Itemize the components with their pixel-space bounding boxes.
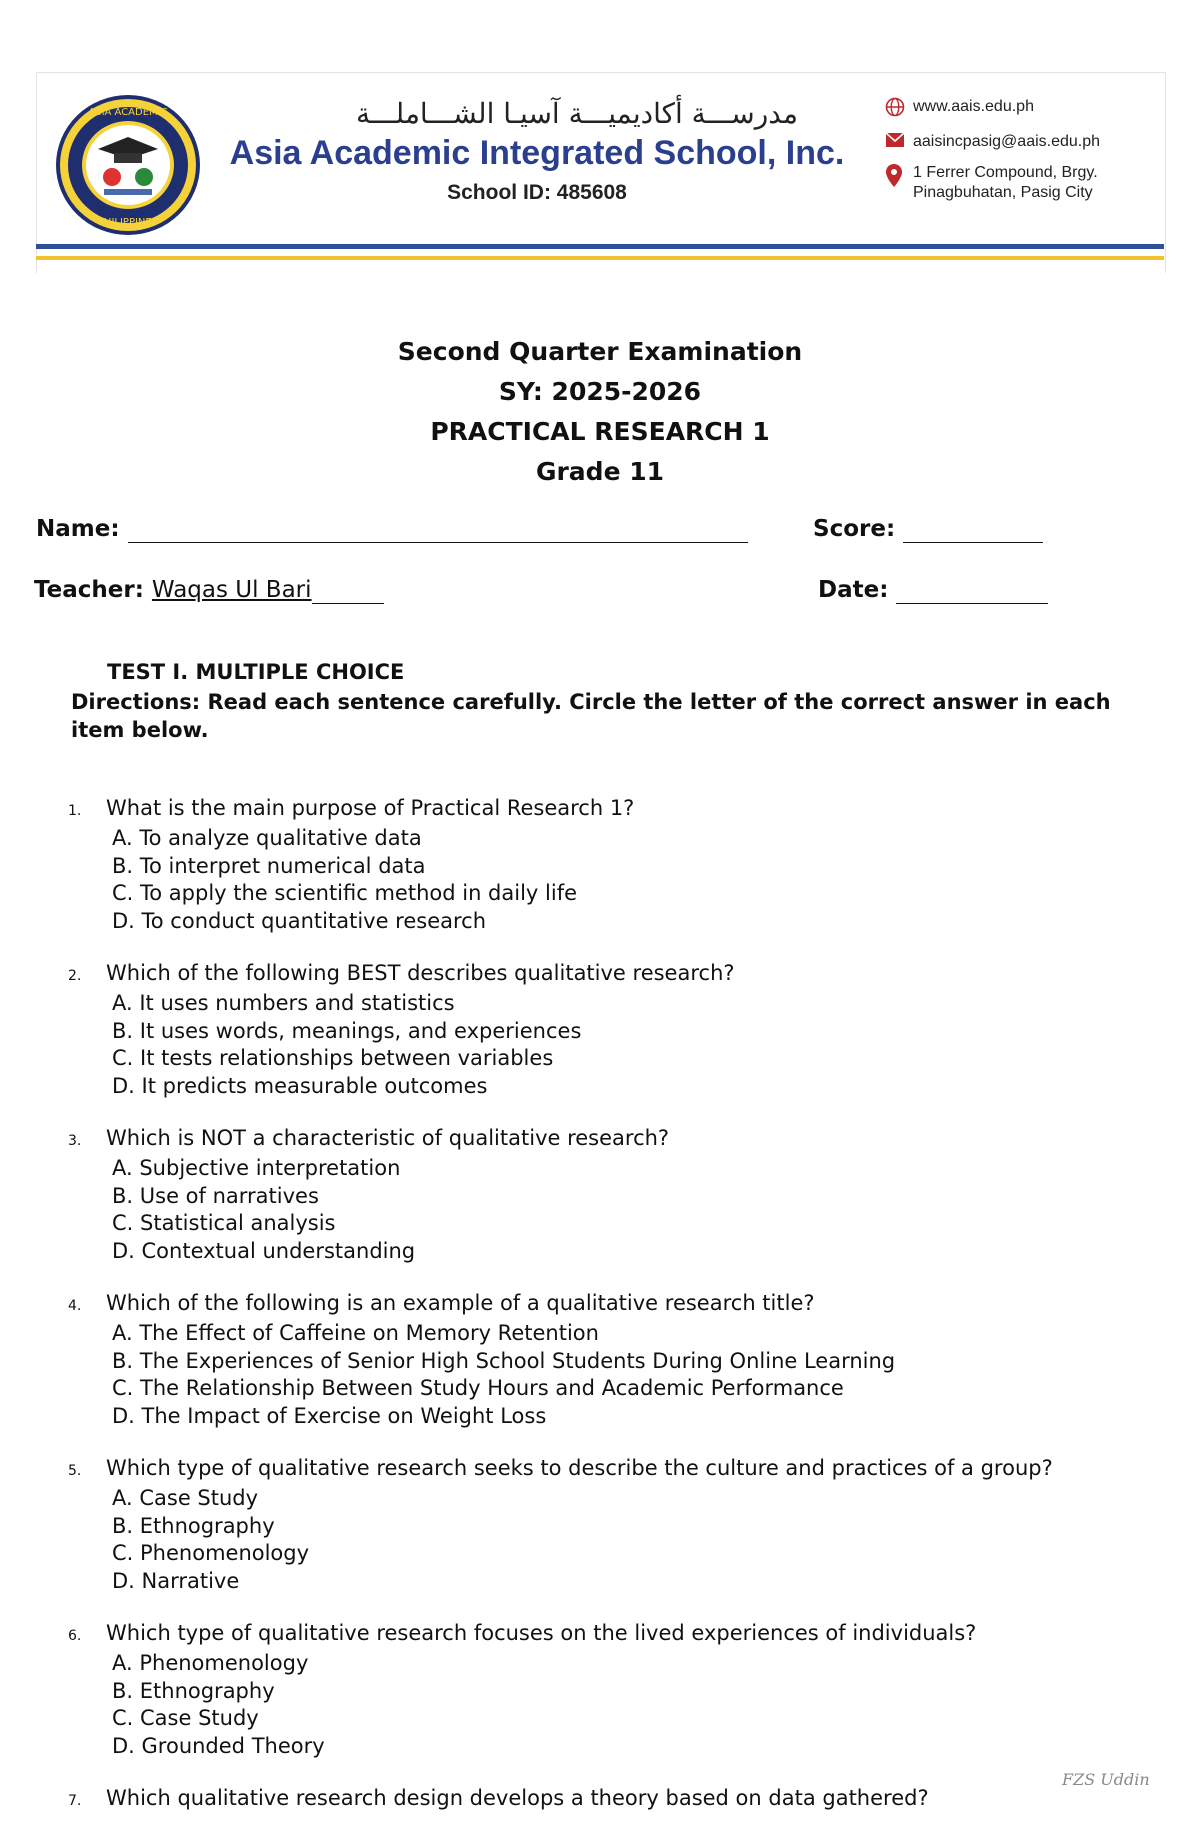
answer-options [68,825,1148,935]
address-line-2: Pinagbuhatan, Pasig City [913,184,1093,201]
answer-option[interactable]: A. To analyze qualitative data [112,826,422,850]
answer-options [68,1320,1148,1430]
answer-options [68,1155,1148,1265]
exam-header [0,332,1200,492]
question-number: 2. [68,968,82,984]
question-item [68,1124,1148,1265]
question-number: 4. [68,1298,82,1314]
question-stem [68,1289,1148,1320]
school-name: Asia Academic Integrated School, Inc. [229,134,845,172]
website-text: www.aais.edu.ph [913,98,1034,115]
answer-option[interactable]: D. The Impact of Exercise on Weight Loss [112,1403,547,1428]
answer-option[interactable]: B. To interpret numerical data [112,853,426,878]
address-line-1: 1 Ferrer Compound, Brgy. [913,164,1098,181]
question-text: What is the main purpose of Practical Research 1? [106,796,635,820]
answer-option[interactable]: D. To conduct quantitative research [112,908,487,933]
question-stem [68,1124,1148,1155]
website-row [885,97,1165,122]
question-number: 3. [68,1133,82,1149]
question-item [68,794,1148,935]
answer-option[interactable]: D. It predicts measurable outcomes [112,1073,488,1098]
question-item [68,1784,1148,1815]
question-item [68,1454,1148,1595]
question-text: Which qualitative research design develops a theory based on data gathered? [106,1786,929,1810]
teacher-label: Teacher: [34,577,144,603]
directions: Directions: Read each sentence carefully. Circle the letter of the correct answer in each item below. [71,690,1111,742]
contact-info [885,97,1165,213]
svg-text:PHILIPPINES: PHILIPPINES [97,217,159,228]
question-stem [68,794,1148,825]
answer-option[interactable]: D. Grounded Theory [112,1733,325,1758]
question-item [68,959,1148,1100]
answer-option[interactable]: A. Phenomenology [112,1651,309,1675]
score-label: Score: [813,516,896,542]
score-blank[interactable] [903,516,1043,543]
subject-title: PRACTICAL RESEARCH 1 [430,417,770,446]
answer-option[interactable]: C. It tests relationships between variables [112,1046,554,1070]
location-pin-icon [885,163,913,194]
question-text: Which type of qualitative research seeks to describe the culture and practices of a group? [106,1456,1053,1480]
email-row [885,132,1165,153]
grade-level: Grade 11 [535,457,665,486]
teacher-blank [312,577,384,604]
question-stem [68,1784,1148,1815]
answer-option[interactable]: C. The Relationship Between Study Hours and Academic Performance [112,1376,844,1400]
answer-option[interactable]: B. The Experiences of Senior High School Students During Online Learning [112,1348,896,1373]
mail-icon [885,132,913,153]
answer-option[interactable]: B. It uses words, meanings, and experiences [112,1018,582,1043]
svg-text:ASIA ACADEMIC: ASIA ACADEMIC [88,107,168,118]
letterhead [36,72,1166,273]
signature: FZS Uddin [1062,1770,1150,1789]
question-list [68,794,1148,1839]
answer-option[interactable]: A. The Effect of Caffeine on Memory Retention [112,1321,599,1345]
name-label: Name: [36,516,120,542]
letterhead-blue-rule [36,244,1164,249]
question-number: 7. [68,1793,82,1809]
school-year: SY: 2025-2026 [498,377,702,406]
question-number: 6. [68,1628,82,1644]
answer-option[interactable]: A. Subjective interpretation [112,1156,401,1180]
question-text: Which type of qualitative research focuses on the lived experiences of individuals? [106,1621,977,1645]
answer-option[interactable]: B. Ethnography [112,1678,275,1703]
letterhead-yellow-rule [36,256,1164,260]
test-title: TEST I. MULTIPLE CHOICE [107,660,405,684]
school-id: School ID: 485608 [447,181,627,204]
question-stem [68,1454,1148,1485]
globe-icon [885,97,913,122]
answer-options [68,990,1148,1100]
teacher-field [34,577,384,604]
name-field[interactable] [36,516,748,543]
answer-options [68,1485,1148,1595]
question-text: Which of the following is an example of a qualitative research title? [106,1291,815,1315]
question-item [68,1619,1148,1760]
email-text: aaisincpasig@aais.edu.ph [913,133,1101,150]
answer-option[interactable]: B. Ethnography [112,1513,275,1538]
name-blank[interactable] [128,516,748,543]
answer-option[interactable]: D. Narrative [112,1568,240,1593]
date-label: Date: [818,577,889,603]
teacher-name: Waqas Ul Bari [151,577,312,603]
date-blank[interactable] [896,577,1048,604]
address-text [913,163,1098,203]
answer-option[interactable]: C. Case Study [112,1706,259,1730]
question-number: 5. [68,1463,82,1479]
answer-option[interactable]: C. To apply the scientific method in daily life [112,881,578,905]
school-identity [229,97,897,205]
answer-option[interactable]: B. Use of narratives [112,1183,319,1208]
question-number: 1. [68,803,82,819]
answer-option[interactable]: A. It uses numbers and statistics [112,991,455,1015]
school-name-arabic: مدرســـة أكاديميـــة آسيـا الشـــاملـــة [356,97,798,130]
question-stem [68,959,1148,990]
answer-option[interactable]: D. Contextual understanding [112,1238,416,1263]
question-stem [68,1619,1148,1650]
address-row [885,163,1165,203]
answer-option[interactable]: C. Phenomenology [112,1541,310,1565]
score-field[interactable] [813,516,1043,543]
exam-title: Second Quarter Examination [397,337,803,366]
answer-option[interactable]: A. Case Study [112,1486,259,1510]
answer-option[interactable]: C. Statistical analysis [112,1211,336,1235]
date-field[interactable] [818,577,1048,604]
question-item [68,1289,1148,1430]
question-text: Which of the following BEST describes qualitative research? [106,961,735,985]
question-text: Which is NOT a characteristic of qualitative research? [106,1126,670,1150]
answer-options [68,1650,1148,1760]
